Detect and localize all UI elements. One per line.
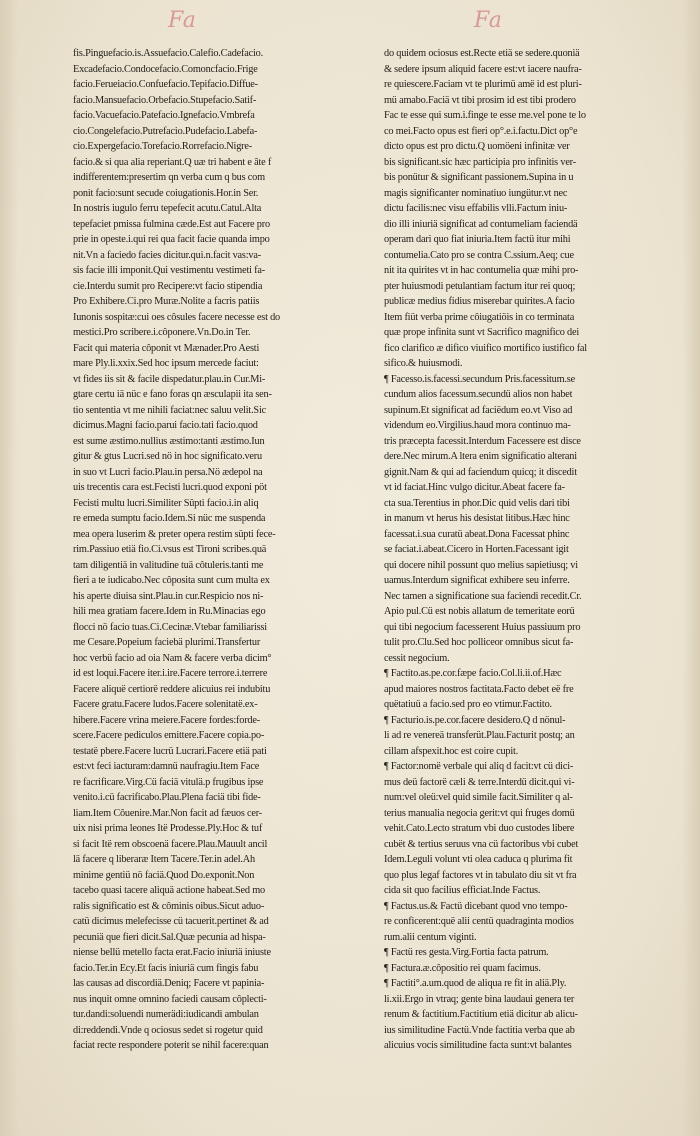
text-line: Facere aliquë certiorë reddere alicuius rei indubitu [73,683,271,695]
text-line: sifico.& huiusmodi. [384,358,463,369]
text-line: ralis significatio est & côminis oibus.Sicut aduo- [73,900,265,912]
text-line: tacebo quasi tacere aliquä actione habeat.Sed mo [73,885,265,896]
text-line: flocci nö facio tuas.Ci.Cecinæ.Vtebar familiarissi [73,621,267,633]
text-line: facessat.i.sua curatü abeat.Dona Facessat phinc [384,528,570,540]
text-line: dicto opus est pro dictu.Q uomöeni infinitæ ver [384,141,570,152]
text-line: Facit qui materia côponit vt Mænader.Pro Aesti [73,342,260,354]
text-line: ¶ Factura.æ.côpositio rei quam facimus. [384,962,541,974]
text-line: tris præcepta facessit.Interdum Facessere est disce [384,435,581,447]
text-line: terius manualia negocia gerit:vt qui fruges domü [384,807,575,819]
text-line: operam dari quo fiat iniuria.Item factü itur mihi [384,234,571,245]
text-line: vt id faciat.Hinc vulgo dicitur.Abeat facere fa- [384,482,565,493]
text-line: ¶ Factü res gesta.Virg.Fortia facta patrum. [384,947,549,958]
text-line: scere.Facere pediculos emittere.Facere copia.po- [73,730,265,741]
text-line: di:reddendi.Vnde q ociosus sedet si rogetur quid [73,1024,263,1036]
text-line: id est loqui.Facere iter.i.ire.Facere terrore.i.terrere [73,668,268,679]
text-line: facio.Vacuefacio.Patefacio.Ignefacio.Vmbrefa [73,110,255,121]
text-line: publicæ medius fidius miserebar quirites.A facio [384,296,575,307]
text-line: uix nisi prima leones Itë Prodesse.Ply.Hoc & tuf [73,823,263,834]
text-line: vehit.Cato.Lecto stratum vbi duo custodes libere [384,823,575,834]
text-line: ¶ Facesso.is.facessi.secundum Pris.facessitum.se [384,373,575,385]
text-line: & sedere ipsum aliquid facere est:vt iacere naufra- [384,63,582,75]
text-line: dictu facilis:nec visu effabilis vlli.Factum iniu- [384,203,568,214]
text-line: qui tibi negocium facesserent Huius passiuum pro [384,621,581,633]
text-line: li ad re venereä transferüt.Plau.Facturit postq; an [384,730,575,741]
text-line: tio sententia vt me nihili faciat:nec saluu velit.Sic [73,404,266,416]
text-line: est:vt feci iacturam:damnü naufragiu.Item Face [73,761,260,772]
text-line: mare Ply.li.xxix.Sed hoc ipsum mercede faciut: [73,358,259,369]
text-line: tam diligentiä in valitudine tuä côtuleris.tanti me [73,559,264,571]
text-line: re quiescere.Faciam vt te plurimü amë id est pluri- [384,79,582,90]
text-line: gignit.Nam & qui ad faciendum quicq; it discedit [384,466,577,478]
text-line: niense bellü metello facta erat.Facio iniuriä iniuste [73,947,271,958]
text-line: vt fides iis sit & facile dispedatur.plau.in Cur.Mi- [73,373,266,385]
text-line: magis significanter nominatiuo iungütur.vt nec [384,187,568,199]
text-line: rim.Passiuo etiä fio.Ci.vsus est Tironi scribes.quä [73,544,267,555]
text-line: facio.& si qua alia reperiant.Q uæ tri habent e âte f [73,156,272,168]
text-line: nit ita quirites vt in hac contumelia quæ mihi pro- [384,265,579,276]
text-line: Idem.Leguli volunt vti olea caduca q plurima fit [384,854,573,865]
text-line: prie in opeste.i.qui rei qua facit facie quanda impo [73,234,270,245]
text-line: dere.Nec mirum.A ltera enim significatio alterani [384,451,577,462]
text-line: quo plus legaf factores vt in tabulato diu sit vt fra [384,869,577,881]
text-line: testatë pbere.Facere lucrü Lucrari.Facere etiä pati [73,745,267,757]
text-line: mü amabo.Faciä vt tibi prosim id est tibi prodero [384,94,576,106]
text-line: minime gentiü nö faciä.Quod Do.exponit.Non [73,869,255,881]
text-line: Iunonis sospitæ:cui oes côsules facere necesse est do [73,311,281,323]
text-line: supinum.Et significat ad faciëdum eo.vt Viso ad [384,404,573,416]
text-line: alicuius vocis similitudine facta sunt:vt balantes [384,1040,572,1051]
text-line: ius similitudine Factü.Vnde factitia verba que ab [384,1024,575,1036]
text-line: cessit negocium. [384,652,450,664]
text-line: quëtatiuü a facio.sed pro eo vtimur.Factito. [384,699,552,710]
text-line: fieri a te iudicabo.Nec côposita sunt cum multa ex [73,575,270,586]
text-line: re facrificare.Virg.Cü faciä vitulä.p frugibus ipse [73,776,264,788]
text-line: do quidem ociosus est.Recte etiä se sedere.quoniä [384,48,580,59]
text-line: se faciat.i.abeat.Cicero in Horten.Facessant igit [384,544,569,555]
text-line: mestici.Pro scribere.i.côponere.Vn.Do.in Ter. [73,327,251,338]
text-line: cio.Congelefacio.Putrefacio.Pudefacio.Labefa- [73,125,258,137]
text-line: mus deü factorë cæli & terre.Interdü dicit.qui vi- [384,776,575,788]
text-line: las causas ad discordiä.Deniq; Facere vt papinia- [73,978,265,989]
text-line: Pro Exhibere.Ci.pro Muræ.Nolite a facris patiis [73,296,260,307]
text-line: liam.Item Côuenire.Mar.Non facit ad fæuos cer- [73,807,263,819]
text-line: catü dicimus melefecisse cü tacuerit.pertinet & ad [73,916,269,927]
text-line: hibere.Facere vrina meiere.Facere fordes:forde- [73,714,260,726]
text-line: cillam afspexit.hoc est coire cupit. [384,745,519,757]
text-line: renum & factitium.Factitium etiä dicitur ab alicu- [384,1009,578,1020]
text-line: ¶ Factito.as.pe.cor.fæpe facio.Col.li.ii.of.Hæc [384,668,562,679]
text-line: ¶ Factiti°.a.um.quod de aliqua re fit in aliä.Ply. [384,978,567,989]
text-line: gitur & gtus Lucri.sed nö in hoc significato.veru [73,451,262,462]
text-line: indifferentem:presertim qn verba cum q bus com [73,172,265,183]
text-line: hili mea gratiam facere.Idem in Ru.Minacias ego [73,606,266,617]
text-line: co mei.Facto opus est fieri op°.e.i.factu.Dict op°e [384,125,578,137]
text-line: ¶ Factor:nomë verbale qui aliq d facit:vt cü dici- [384,761,574,772]
text-line: In nostris iugulo ferru tepefecit acutu.Catul.Alta [73,203,262,214]
text-line: est sume æstimo.nullius æstimo:tanti æstimo.Iun [73,435,265,447]
text-line: facio.Ferueiacio.Confuefacio.Tepifacio.Diffue- [73,79,258,90]
text-line: nus inquit omne omnino faciedi causam côplecti- [73,993,267,1005]
text-line: li.xii.Ergo in vtraq; gente bina laudaui genera ter [384,993,575,1005]
text-line: Facere gratu.Facere ludos.Facere solenitatë.ex- [73,699,258,710]
text-line: cio.Expergefacio.Torefacio.Rorrefacio.Nigre- [73,141,252,152]
text-line: pecuniä que fieri dicit.Sal.Quæ pecunia ad hispa- [73,931,266,943]
text-line: ponit facio:sunt secude coiugationis.Hor.in Ser. [73,187,259,199]
text-line: re emeda sumptu facio.Idem.Si nüc me suspenda [73,513,266,524]
text-line: bis significant.sic hæc participia pro infinitis ver- [384,156,576,168]
text-line: videndum eo.Virgilius.haud mora continuo ma- [384,420,571,431]
text-line: cta sua.Terentius in phor.Dic quid velis dari tibi [384,497,570,509]
text-line: contumelia.Cato pro se contra C.ssium.Aeq; cue [384,249,574,261]
text-line: tepefaciet pmissa fulmina cæde.Est aut Facere pro [73,218,270,230]
text-line: si facit Itë rem obscoenä facere.Plau.Mauult ancil [73,838,268,850]
text-line: hoc verbü facio ad oia Nam & facere verba dicim° [73,652,272,664]
text-line: cubët & tertius seruus vna cü factoribus vbi cubet [384,838,579,850]
text-line: bis ponütur & significant passionem.Supina in u [384,172,574,183]
text-line: me Cesare.Popeium faciebä plurimi.Transfertur [73,637,261,648]
text-line: re conficerent:quë alii centü quadraginta modios [384,916,574,927]
text-line: nit.Vn a faciedo facies dicitur.qui.n.facit vas:va- [73,249,261,261]
text-line: fico clarifico æ difico viuifico mortifico iustifico fal [384,342,587,354]
text-line: facio.Ter.in Ecy.Et facis iniuriä cum fingis fabu [73,962,259,974]
page-edge-shadow-right [682,0,700,1136]
text-line: facio.Mansuefacio.Orbefacio.Stupefacio.Satif- [73,94,257,106]
text-line: in manum vt herus his desistat litibus.Hæc hinc [384,513,570,524]
folio-mark-right: Fa [474,8,503,33]
text-line: apud maiores nostros factitata.Facto debet eë fre [384,683,574,695]
text-line: tulit pro.Clu.Sed hoc polliceor omnibus sicut fa- [384,637,574,648]
text-line: gtare certu iä nüc e fano foras qn æsculapii ita sen- [73,389,272,400]
text-line: num:vel oleü:vel quid simile facit.Similiter q al- [384,792,573,803]
text-line: Item fiüt verba prime côiugatiöis in co terminata [384,311,575,323]
text-line: uamus.Interdum significat exhibere seu inferre. [384,575,570,586]
text-line: faciat recte respondere poterit se nihil facere:quan [73,1040,269,1051]
folio-mark-left: Fa [168,8,197,33]
text-line: Fac te esse qui sum.i.finge te esse me.vel pone te lo [384,110,586,121]
text-line: rum.alii centum viginti. [384,931,477,943]
text-line: ¶ Factus.us.& Factü dicebant quod vno tempo- [384,900,568,912]
text-line: venito.i.cü facrificabo.Plau.Plena faciä tibi fide- [73,792,261,803]
text-line: cida sit quo facilius efficiat.Inde Factus. [384,885,541,896]
left-text-column [73,46,369,1054]
text-line: lä facere q liberaræ Item Tacere.Ter.in adel.Ah [73,854,255,865]
text-line: tur.dandi:soluendi numerädi:iudicandi ambulan [73,1009,259,1020]
text-line: uis trecentis cara est.Fecisti lucri.quod exponi pöt [73,482,267,493]
right-text-column [384,46,670,1054]
text-line: pter huiusmodi petulantiam factum itur rei quoq; [384,280,576,292]
text-line: qui docere nihil possunt quo melius sapietiusq; vi [384,559,578,571]
text-line: dicimus.Magni facio.parui facio.tati facio.quod [73,420,258,431]
text-line: mea opera luserim & preter opera restim süpti fece- [73,528,276,540]
text-line: Apio pul.Cü est nobis allatum de temeritate eorü [384,606,575,617]
text-line: his aperte diuisa sint.Plau.in cur.Respicio nos ni- [73,590,264,602]
text-line: quæ prope infinita sunt vt Sacrifico magnifico dei [384,327,580,338]
text-line: dio illi iniuriä significat ad contumeliam faciendä [384,218,578,230]
text-line: Nec tamen a significatione sua faciendi recedit.Cr. [384,590,582,602]
text-line: ¶ Facturio.is.pe.cor.facere desidero.Q d nönul- [384,714,566,726]
text-line: cie.Interdu sumit pro Recipere:vt facio stipendia [73,280,263,292]
text-line: Excadefacio.Condocefacio.Comoncfacio.Frige [73,63,258,75]
text-line: sis facie illi imponit.Qui vestimentu vestimeti fa- [73,265,265,276]
page-edge-shadow-left [0,0,18,1136]
text-line: fis.Pinguefacio.is.Assuefacio.Calefio.Cadefacio. [73,48,263,59]
text-line: cundum alios facessum.secundü alios non habet [384,389,573,400]
text-line: in suo vt Lucri facio.Plau.in persa.Nö ædepol na [73,466,263,478]
text-line: Fecisti multu lucri.Similiter Sûpti facio.i.in aliq [73,497,259,509]
